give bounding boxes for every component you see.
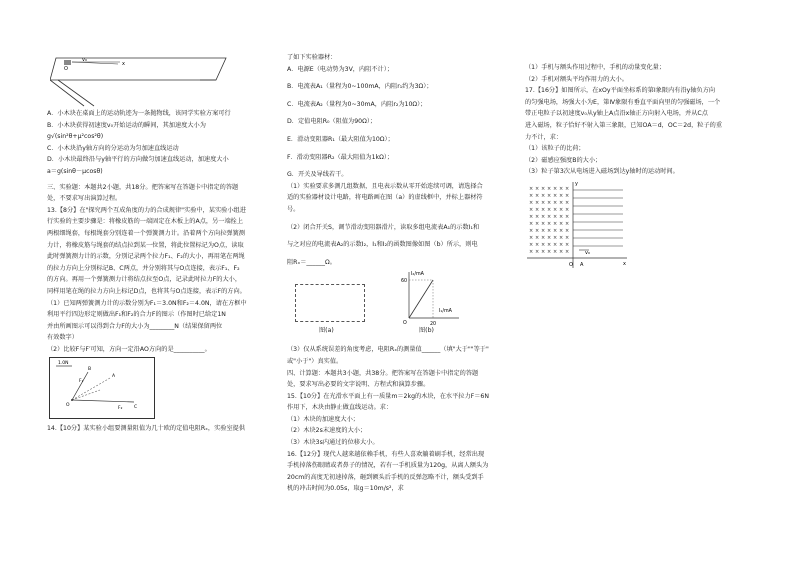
q15-part1: （1）木块的加速度大小； [287,415,359,423]
equipment-intro: 了如下实验器材： [287,54,337,61]
cross-mark: × [565,199,570,206]
q13-line: 力计，将橡皮筋与绳套的结点拉到某一位置，将此位置标记为O点，读取 [47,241,244,249]
figure-a-box [295,284,365,322]
column-1 [47,52,275,435]
cross-mark: × [553,248,558,255]
cross-mark: × [535,213,540,220]
cross-mark: × [535,241,540,248]
section-4-heading: 四、计算题：本题共3小题，共38分。把答案写在答题卡中指定的答题 [287,369,479,377]
cross-mark: × [541,192,546,199]
cross-mark: × [565,185,570,192]
figure-b-graph [399,268,469,328]
cross-mark: × [559,213,564,220]
q17-line: 17.【16分】如图所示，在xOy平面坐标系的第Ⅰ象限内有沿y轴负方向 [525,87,716,95]
electric-field-lines [573,190,623,246]
q17-line: 带正电粒子以初速度v₀从y轴上A点沿x轴正方向射入电场，并从C点 [525,110,708,118]
q14-part2: （2）闭合开关S，调节滑动变阻器滑片，读取多组电流表A₁的示数I₁和 [287,223,480,231]
q16-line: 机的冲击时间为0.05s，取g＝10m/s²，求 [287,485,404,493]
column-2 [287,52,507,495]
cross-mark: × [541,248,546,255]
q14-line: 或"小于"）真实值。 [287,357,343,365]
cross-mark: × [547,227,552,234]
cross-mark: × [553,192,558,199]
q15-part3: （3）木块3s内通过的位移大小。 [287,439,379,447]
option-d-formula: a＝g(sinθ－μcosθ) [47,167,103,175]
cross-mark: × [529,248,534,255]
graph-ytick: 60 [401,279,408,285]
cross-mark: × [565,227,570,234]
force-diagram [49,357,155,419]
scale-label: 1.0N [58,361,69,367]
cross-mark: × [553,185,558,192]
o-label: O [66,403,70,409]
equipment-d: D．定值电阻R₀（阻值为90Ω）； [287,118,377,126]
q17-part3: （3）粒子第3次从电场进入磁场到达y轴时的运动时间。 [525,168,679,176]
fig-x-label: x [623,260,626,267]
cross-mark: × [529,241,534,248]
q17-line: 力不计，求： [525,133,563,141]
cross-mark: × [547,241,552,248]
q13-line: 并由所画图示可以得到合力F的大小为________N（结果保留两位 [47,322,223,330]
cross-mark: × [559,234,564,241]
magnetic-field-crosses [529,186,569,255]
cross-mark: × [529,185,534,192]
q14-answer-rx: 阻Rₓ＝______Ω。 [287,258,336,266]
cross-mark: × [547,213,552,220]
figure-b-caption: 图(b) [419,327,434,335]
equipment-c: C．电流表A₂（量程为0~30mA，内阻r₂为10Ω）； [287,100,427,108]
cross-mark: × [565,213,570,220]
cross-mark: × [541,241,546,248]
cross-mark: × [529,192,534,199]
q13-line: 同样用笔在绳的拉力方向上标记D点，也将其与O点连接，表示F的方向。 [47,287,246,295]
field-figure [515,178,633,270]
q13-line: 有效数字） [47,334,78,342]
cross-mark: × [535,192,540,199]
equipment-e: E．滑动变阻器R₁（最大阻值为10Ω）； [287,135,394,143]
cross-mark: × [535,234,540,241]
q14-part1: （1）实验要求多测几组数据，且电表示数从零开始连续可调，请选择合 [287,182,483,190]
q17-part1: （1）该粒子的比荷； [525,145,585,153]
cross-mark: × [553,220,558,227]
q17-line: 的匀强电场，场强大小为E，第Ⅳ象限有垂直平面向里的匀强磁场，一个 [525,98,721,106]
option-b-formula: g√(sin²θ+μ²cos²θ) [47,133,104,141]
cross-mark: × [541,234,546,241]
cross-mark: × [535,248,540,255]
equipment-b: B．电流表A₁（量程为0~100mA，内阻r₁约为3Ω）； [287,83,433,91]
fig-a-label: A [580,261,584,268]
cross-mark: × [541,199,546,206]
cross-mark: × [565,234,570,241]
cross-mark: × [547,185,552,192]
cross-mark: × [529,213,534,220]
cross-mark: × [529,227,534,234]
cross-mark: × [529,199,534,206]
option-a: A．小木块在桌面上的运动轨迹为一条抛物线，该同学实验方案可行 [47,110,231,117]
cross-mark: × [535,206,540,213]
q15-part2: （2）木块2s末速度的大小； [287,427,367,435]
section-3-note: 处，不要求写出演算过程。 [47,195,122,203]
incline-o-label: O [64,66,68,72]
cross-mark: × [535,227,540,234]
cross-mark: × [565,220,570,227]
equipment-g: G．开关及导线若干。 [287,171,348,179]
cross-mark: × [553,234,558,241]
q17-part2: （2）磁感应强度B的大小； [525,156,602,164]
cross-mark: × [541,213,546,220]
q14-line: 适的实验器材设计电路，将电路画在图（a）的虚线框中，并标上器材符 [287,194,483,202]
cross-mark: × [547,199,552,206]
cross-mark: × [559,248,564,255]
section-4-note: 处，要求写出必要的文字说明、方程式和演算步骤。 [287,381,430,389]
q13-part1: （1）已知两弹簧测力计的示数分别为F₁＝3.0N和F₂＝4.0N，请在方框中 [47,299,247,307]
q14-part3: （3）仅从系统误差的角度考虑，电阻Rₓ的测量值______（填"大于""等于" [287,346,489,354]
graph-xlabel: I₁/mA [439,309,452,315]
block-icon [64,60,71,65]
cross-mark: × [553,206,558,213]
cross-mark: × [553,199,558,206]
cross-mark: × [541,185,546,192]
cross-mark: × [565,248,570,255]
fig-y-label: y [575,180,578,187]
cross-mark: × [547,220,552,227]
cross-mark: × [553,241,558,248]
equipment-a: A．电源E（电动势为3V，内阻不计）； [287,65,394,73]
cross-mark: × [547,234,552,241]
cross-mark: × [559,206,564,213]
cross-mark: × [547,206,552,213]
cross-mark: × [559,185,564,192]
a-label: A [112,374,116,380]
cross-mark: × [541,206,546,213]
graph-origin: O [403,321,407,327]
option-c: C．小木块沿y轴方向的分运动为匀加速直线运动 [47,144,179,152]
incline-figure [50,52,250,108]
cross-mark: × [529,206,534,213]
figure-a-caption: 图(a) [319,327,334,335]
q13-line: 两根细绳套，每根绳套分别连着一个弹簧测力计。沿着两个方向拉弹簧测 [47,229,245,237]
cross-mark: × [559,227,564,234]
column-3 [525,62,750,270]
cross-mark: × [541,220,546,227]
cross-mark: × [535,220,540,227]
q14-line: 与之对应的电流表A₂的示数I₂，I₁和I₂的函数图像如图（b）所示，则电 [287,241,478,249]
q16-line: 20cm的高度无初速掉落，砸到额头后手机的反弹忽略不计，额头受到手 [287,473,484,481]
cross-mark: × [553,227,558,234]
q15-line: 作用下，木块由静止做直线运动。求： [287,404,393,412]
cross-mark: × [547,248,552,255]
figures-ab [287,268,507,338]
cross-mark: × [529,220,534,227]
q13-line: 行实验的主要步骤是：将橡皮筋的一端固定在木板上的A点，另一端拴上 [47,218,244,226]
q16-part2: （2）手机对额头平均作用力的大小。 [525,75,628,83]
option-b: B．小木块获得初速度v₀开始运动的瞬间，其加速度大小为 [47,121,206,129]
q13-part2: （2）比较F与F′可知，方向一定沿AO方向的是__________。 [47,345,211,353]
cross-mark: × [559,199,564,206]
q13-line: 此时弹簧测力计的示数，分别记录两个拉力F₁、F₂的大小，再用笔在两绳 [47,253,245,261]
cross-mark: × [559,220,564,227]
q14-start: 14.【10分】某实验小组要测量阻值为几十欧的定值电阻Rₓ，实验室提供 [47,425,246,433]
fig-o-label: O [569,261,573,268]
cross-mark: × [541,227,546,234]
q16-part1: （1）手机与额头作用过程中，手机的动量变化量； [525,64,666,71]
cross-mark: × [565,192,570,199]
q16-line: 手机掉落伤眼睛或者鼻子的情况，若有一手机质量为120g，从离人额头为 [287,462,489,470]
graph-xtick: 20 [430,322,437,328]
f1-label: F₁ [79,379,84,385]
cross-mark: × [553,213,558,220]
q16-line: 16.【12分】现代人越来越依赖手机，有些人喜欢躺着刷手机，经常出现 [287,450,485,458]
q17-line: 进入磁场，粒子恰好不射入第三象限，已知OA＝d，OC＝2d，粒子的重 [525,121,723,129]
cross-mark: × [559,192,564,199]
q13-line: 13.【8分】在"探究两个互成角度的力的合成规律"实验中，某实验小组进 [47,206,246,214]
cross-mark: × [565,206,570,213]
q13-line: 的方向。再用一个弹簧测力计将结点拉至O点，记录此时拉力F的大小， [47,276,242,284]
b-label: B [88,367,92,373]
cross-mark: × [565,241,570,248]
f2-label: F₂ [118,406,123,412]
graph-ylabel: I₂/mA [411,272,424,278]
fig-v0-label: v₀ [585,249,590,256]
equipment-f: F．滑动变阻器R₂（最大阻值为1kΩ）； [287,153,394,161]
c-label: C [134,405,138,411]
incline-v0-label: v₀ [82,57,87,63]
cross-mark: × [535,185,540,192]
cross-mark: × [535,199,540,206]
incline-x-label: x [122,61,125,67]
q13-line: 利用平行四边形定则做出F₁和F₂的合力F的图示（作图时已给定1N [47,311,226,319]
q14-line: 号。 [287,205,300,213]
cross-mark: × [529,234,534,241]
cross-mark: × [559,241,564,248]
section-3-heading: 三、实验题：本题共2小题，共18分。把答案写在答题卡中指定的答题 [47,183,239,191]
q15-line: 15.【10分】在光滑水平面上有一质量m＝2kg的木块，在水平拉力F＝6N [287,392,489,400]
cross-mark: × [547,192,552,199]
q13-line: 的拉力方向上分别标记B、C两点，并分别将其与O点连接，表示F₁、F₂ [47,264,240,272]
option-d: D．小木块最终沿与y轴平行的方向做匀加速直线运动，加速度大小 [47,156,229,164]
